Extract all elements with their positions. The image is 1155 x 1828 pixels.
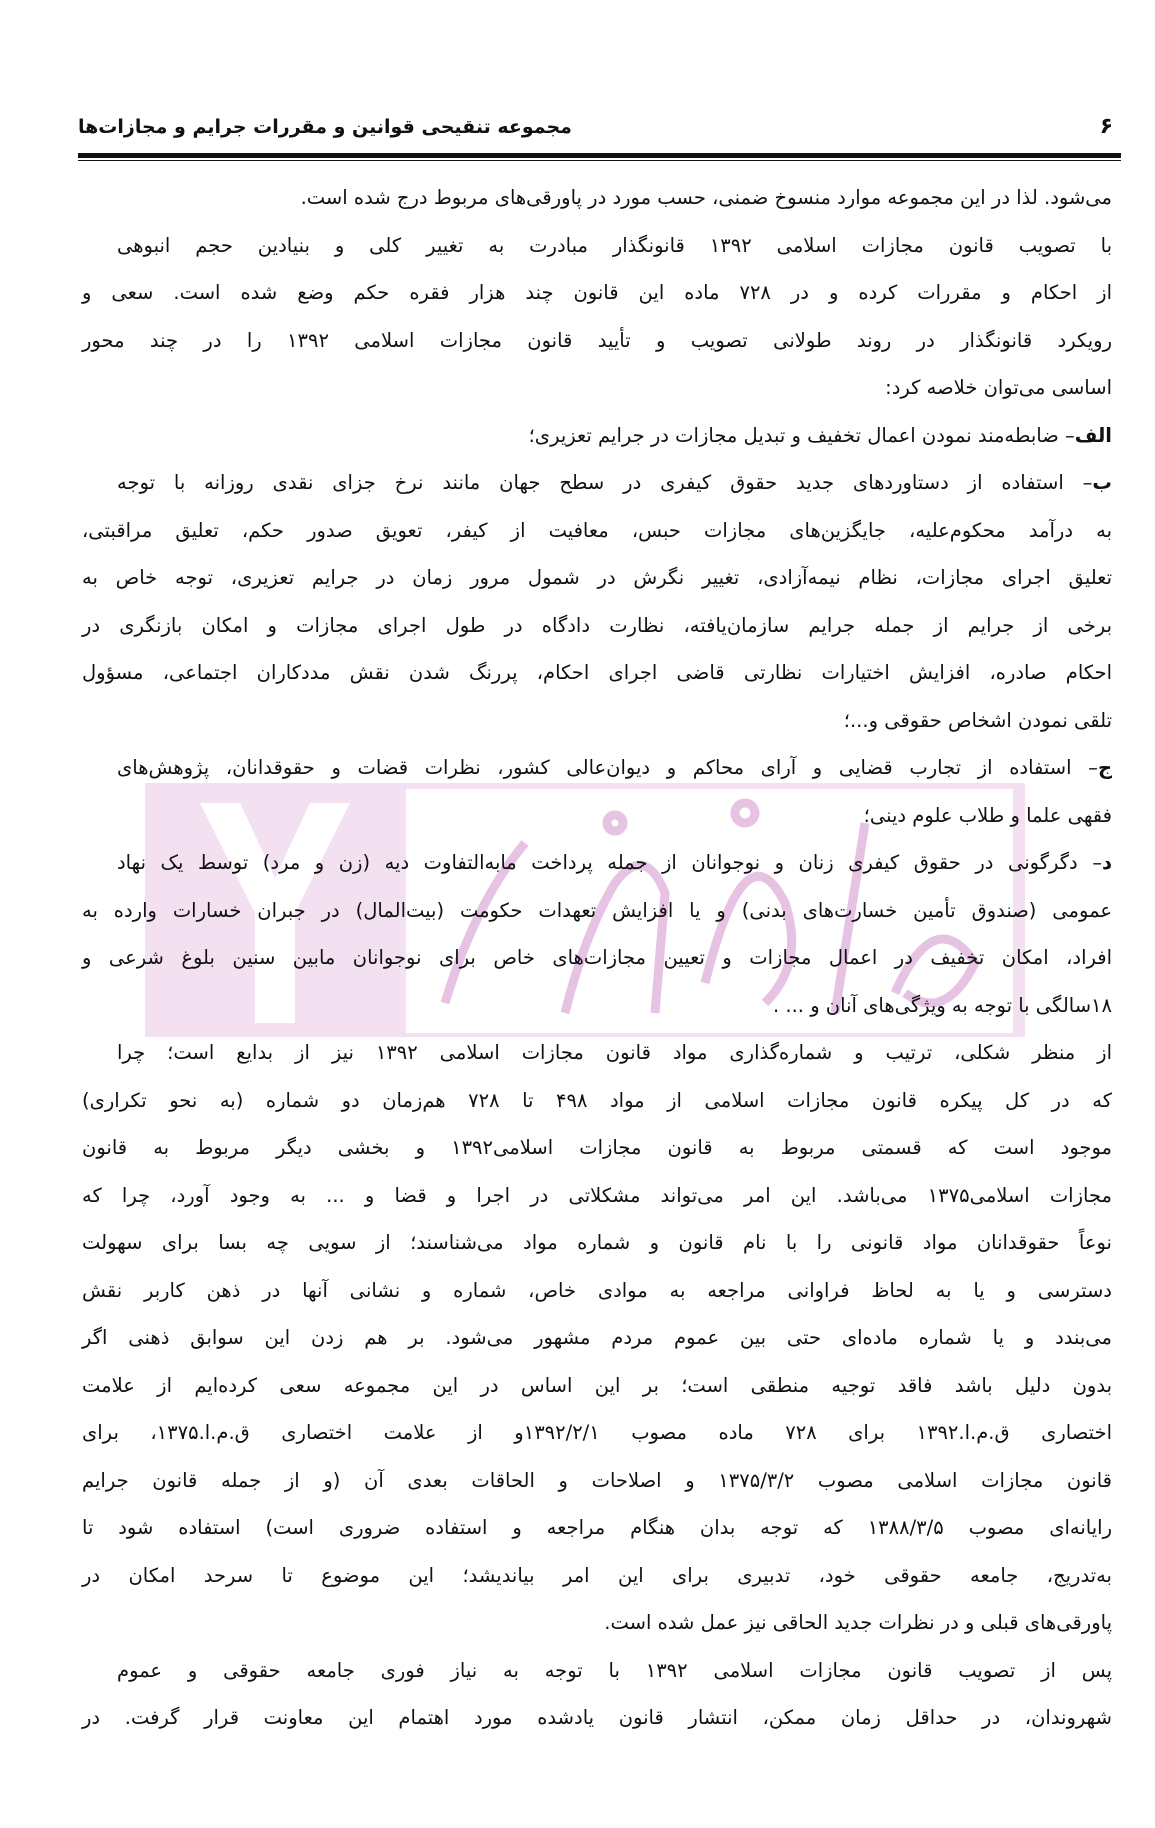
line-text: نوعاً حقوقدانان مواد قانونی را با نام قانون و شماره مواد می‌شناسند؛ از سویی چه بسا برای سهولت [82,1231,1112,1254]
text-line [82,701,1112,741]
line-text: مجازات اسلامی۱۳۷۵ می‌باشد. این امر می‌تواند مشکلاتی در اجرا و قضا و ... به وجود آورد، چرا که [82,1183,1112,1207]
line-text: اساسی می‌توان خلاصه کرد: [885,376,1112,399]
line-text: بدون دلیل باشد فاقد توجیه منطقی است؛ بر این اساس در این مجموعه سعی کرده‌ایم از علامت [82,1373,1112,1397]
line-text: احکام صادره، افزایش اختیارات نظارتی قاضی اجرای احکام، پررنگ شدن نقش مددکاران اجتماعی، مسؤول [82,661,1112,684]
text-line [82,1508,1112,1548]
line-text: فقهی علما و طلاب علوم دینی؛ [863,803,1112,827]
text-line [82,1413,1112,1453]
text-line [117,1651,1112,1691]
line-text: از منظر شکلی، ترتیب و شماره‌گذاری مواد قانون مجازات اسلامی ۱۳۹۲ نیز از بدایع است؛ چرا [117,1041,1112,1064]
text-line [82,796,1112,836]
line-text: به‌تدریج، جامعه حقوقی خود، تدبیری برای این امر بیاندیشد؛ این موضوع تا سرحد امکان در [82,1563,1112,1587]
text-line [117,463,1112,503]
item-label: د [1101,851,1112,874]
line-text: تعلیق اجرای مجازات، نظام نیمه‌آزادی، تغییر نگرش در شمول مرور زمان در جرایم تعزیری، توجه خاص به [82,566,1112,589]
text-line [117,1033,1112,1073]
line-text: – دگرگونی در حقوق کیفری زنان و نوجوانان از جمله پرداخت مابه‌التفاوت دیه (زن و مرد) توسط یک نهاد [117,851,1102,874]
text-line [82,606,1112,646]
line-text: اختصاری ق.م.ا.۱۳۹۲ برای ۷۲۸ ماده مصوب ۱۳۹۲/۲/۱و از علامت اختصاری ق.م.ا.۱۳۷۵، برای [82,1421,1113,1444]
text-line [82,653,1112,693]
line-text: با تصویب قانون مجازات اسلامی ۱۳۹۲ قانونگذار مبادرت به تغییر کلی و بنیادین حجم انبوهی [117,233,1113,257]
line-text: به درآمد محکوم‌علیه، جایگزین‌های مجازات حبس، معافیت از کیفر، تعویق صدور حکم، تعلیق مراقبتی، [82,518,1112,542]
line-text: موجود است که قسمتی مربوط به قانون مجازات اسلامی۱۳۹۲ و بخشی دیگر مربوط به قانون [82,1136,1112,1159]
line-text: پاورقی‌های قبلی و در نظرات جدید الحاقی نیز عمل شده است. [604,1611,1112,1634]
text-line [82,938,1112,978]
item-label: ب [1092,471,1112,494]
line-text: تلقی نمودن اشخاص حقوقی و...؛ [843,708,1112,732]
text-line [82,986,1112,1026]
line-text: که در کل پیکره قانون مجازات اسلامی از مواد ۴۹۸ تا ۷۲۸ هم‌زمان دو شماره (به نحو تکراری) [82,1088,1113,1112]
line-text: می‌بندد و یا شماره ماده‌ای حتی بین عموم مردم مشهور می‌شود. بر هم زدن این سوابق ذهنی اگر [82,1326,1112,1349]
text-line [82,1176,1112,1216]
text-line [82,558,1112,598]
text-line [82,1366,1112,1406]
header-rule-thin [78,160,1121,161]
line-text: قانون مجازات اسلامی مصوب ۱۳۷۵/۳/۲ و اصلاحات و الحاقات بعدی آن (و از جمله قانون جرایم [82,1468,1112,1492]
text-line [82,1556,1112,1596]
line-text: – استفاده از تجارب قضایی و آرای محاکم و دیوان‌عالی کشور، نظرات قضات و حقوقدانان، پژوهش‌های [117,756,1098,779]
line-text: ۱۸سالگی با توجه به ویژگی‌های آنان و ... . [773,993,1112,1017]
text-line [82,1223,1112,1263]
page-number: ۶ [1099,114,1113,139]
line-text: از احکام و مقررات کرده و در ۷۲۸ ماده این قانون چند هزار فقره حکم وضع شده است. سعی و [82,281,1112,304]
text-line [117,748,1112,788]
text-line [82,511,1112,551]
text-line [82,1461,1112,1501]
header-rule [78,153,1121,158]
line-text: برخی از جرایم از جمله جرایم سازمان‌یافته، نظارت دادگاه در طول اجرای مجازات و امکان بازنگری در [82,613,1112,637]
line-text: دسترسی و یا به لحاظ فراوانی مراجعه به موادی خاص، شماره و نشانی آنها در ذهن کاربر نقش [82,1278,1112,1302]
text-line [82,273,1112,313]
line-text: می‌شود. لذا در این مجموعه موارد منسوخ ضمنی، حسب مورد در پاورقی‌های مربوط درج شده است. [300,186,1112,209]
text-line [82,1603,1112,1643]
text-line [82,1081,1112,1121]
text-line [82,1698,1112,1738]
item-label: ج [1097,756,1112,779]
line-text: – ضابطه‌مند نمودن اعمال تخفیف و تبدیل مجازات در جرایم تعزیری؛ [528,423,1075,447]
line-text: عمومی (صندوق تأمین خسارت‌های بدنی) و یا افزایش تعهدات حکومت (بیت‌المال) در جبران خسارات وارده به [82,898,1112,922]
text-line [117,416,1112,456]
item-label: الف [1074,423,1112,447]
text-line [82,321,1112,361]
line-text: شهروندان، در حداقل زمان ممکن، انتشار قانون یادشده مورد اهتمام این معاونت قرار گرفت. در [82,1706,1112,1729]
text-line [82,1271,1112,1311]
line-text: پس از تصویب قانون مجازات اسلامی ۱۳۹۲ با توجه به نیاز فوری جامعه حقوقی و عموم [117,1658,1113,1682]
line-text: – استفاده از دستاوردهای جدید حقوق کیفری در سطح جهان مانند نرخ جزای نقدی روزانه با توجه [117,471,1093,494]
text-line [82,1128,1112,1168]
line-text: رایانه‌ای مصوب ۱۳۸۸/۳/۵ که توجه بدان هنگام مراجعه و استفاده ضروری است) استفاده شود تا [82,1516,1112,1539]
line-text: رویکرد قانونگذار در روند طولانی تصویب و تأیید قانون مجازات اسلامی ۱۳۹۲ را در چند محور [82,328,1112,352]
page-header [78,112,1121,152]
text-line [82,891,1112,931]
line-text: افراد، امکان تخفیف در اعمال مجازات و تعیین مجازات‌های خاص برای نوجوانان مابین سنین بلوغ شرعی و [82,946,1112,969]
running-title: مجموعه تنقیحی قوانین و مقررات جرایم و مجازات‌ها [78,116,572,138]
text-line [82,1318,1112,1358]
text-line [117,843,1112,883]
text-line [82,368,1112,408]
text-line [117,226,1112,266]
text-line [82,178,1112,218]
